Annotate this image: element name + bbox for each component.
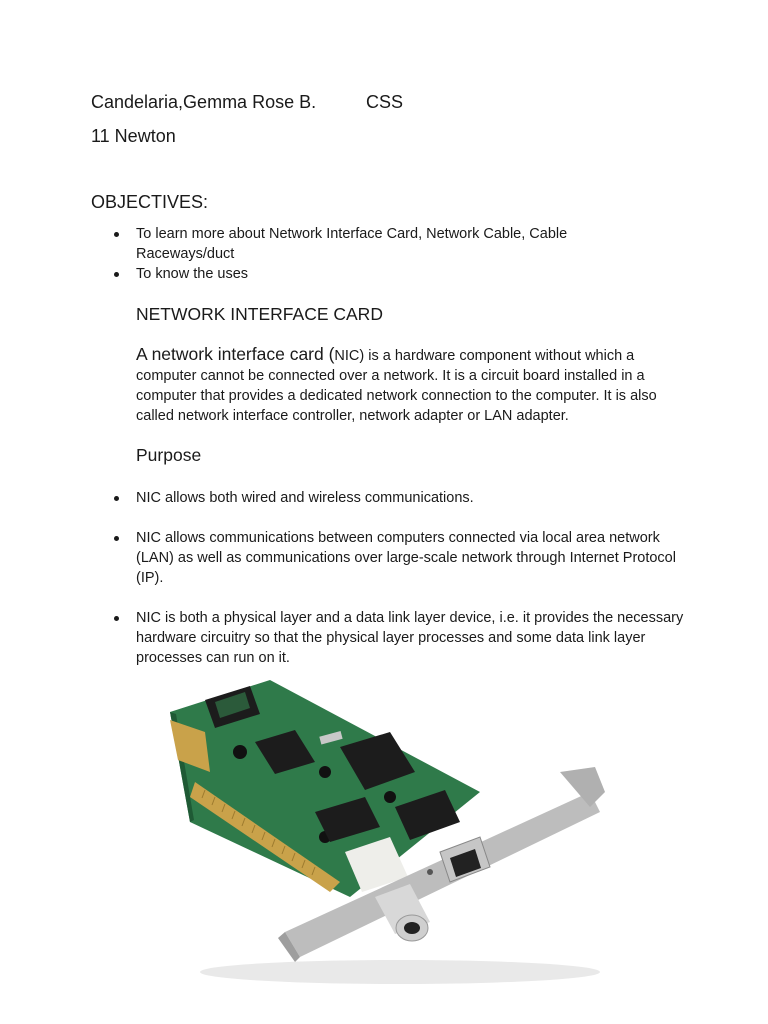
purpose-text: NIC allows communications between computers connected via local area network (LAN) as well as communications over large-scale network through Internet Protocol (IP). [136, 530, 676, 586]
subject-label: CSS [366, 92, 404, 112]
bullet-icon [114, 616, 119, 621]
network-interface-card-image [150, 672, 630, 992]
nic-heading: NETWORK INTERFACE CARD [136, 304, 383, 324]
purpose-item [136, 608, 696, 668]
nic-abbreviation: NIC [334, 348, 360, 364]
student-name: Candelaria,Gemma Rose B. [91, 92, 317, 112]
nic-lead-text: A network interface card ( [136, 344, 335, 364]
nic-definition-paragraph [136, 344, 696, 426]
bullet-icon [114, 272, 119, 277]
objectives-title: OBJECTIVES: [91, 192, 209, 212]
section-label: 11 Newton [91, 126, 176, 146]
bullet-icon [114, 536, 119, 541]
bullet-icon [114, 232, 119, 237]
nic-body-text: ) is a hardware component without which a computer cannot be connected over a network. It is a circuit board installed in a computer that provides a dedicated network connection to the computer. It is also called network interface controller, network adapter or LAN adapter. [136, 348, 657, 424]
purpose-list [136, 488, 696, 688]
objectives-list [136, 224, 656, 284]
purpose-heading: Purpose [136, 445, 202, 465]
objective-text: To learn more about Network Interface Card, Network Cable, Cable Raceways/duct [136, 226, 568, 262]
purpose-text: NIC is both a physical layer and a data link layer device, i.e. it provides the necessary hardware circuitry so that the physical layer processes and some data link layer processes can run on it. [136, 610, 684, 666]
purpose-text: NIC allows both wired and wireless communications. [136, 490, 474, 506]
purpose-item [136, 488, 696, 508]
objective-item [136, 224, 656, 264]
purpose-item [136, 528, 696, 588]
objective-item [136, 264, 656, 284]
bullet-icon [114, 496, 119, 501]
objective-text: To know the uses [136, 266, 249, 282]
